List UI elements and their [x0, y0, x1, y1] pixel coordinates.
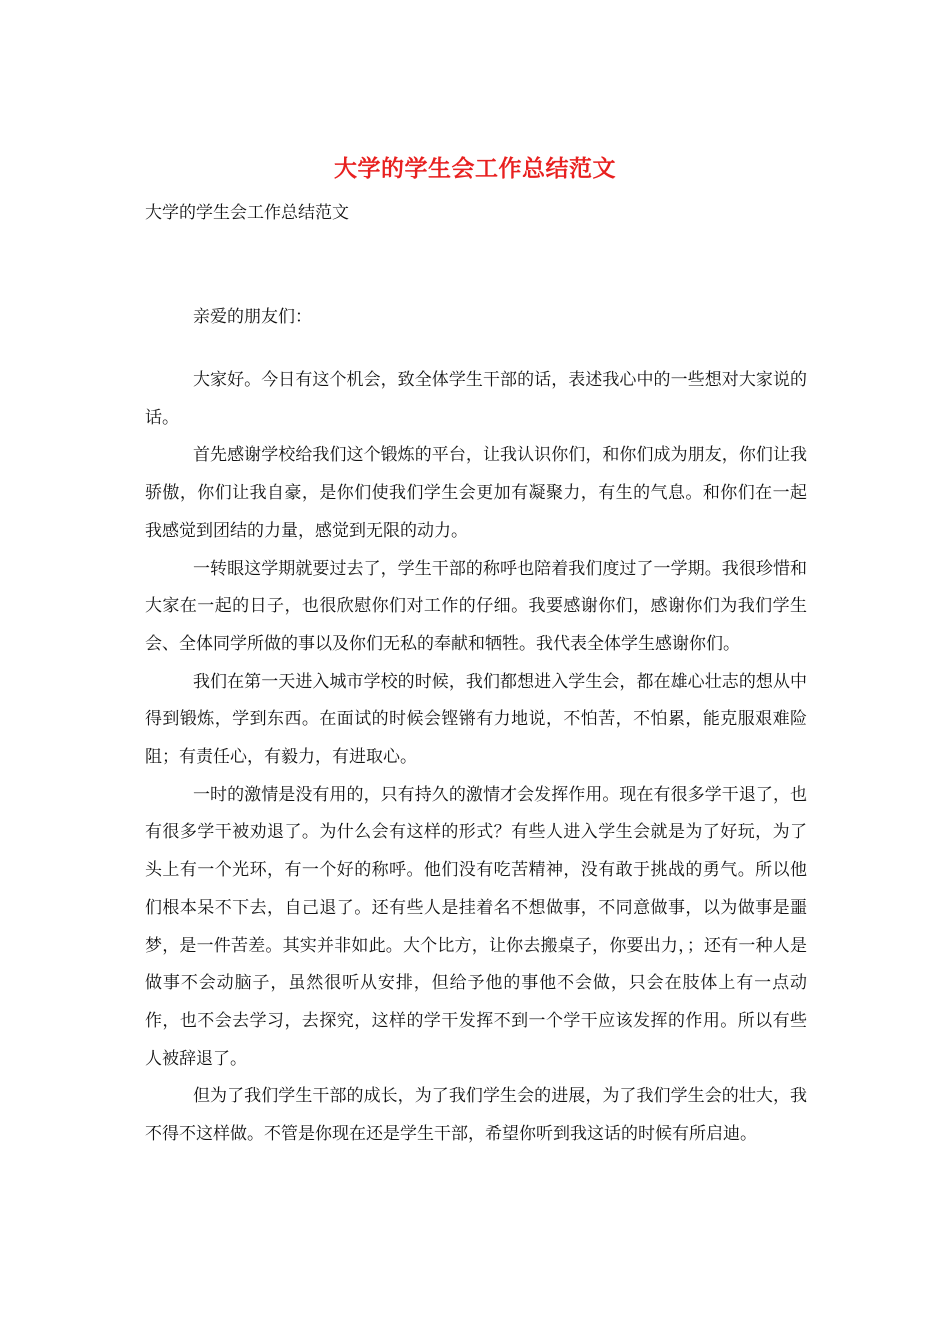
paragraph-6: 但为了我们学生干部的成长，为了我们学生会的进展，为了我们学生会的壮大，我不得不这样做。不管是你现在还是学生干部，希望你听到我这话的时候有所启迪。: [145, 1086, 807, 1145]
document-title: 大学的学生会工作总结范文: [334, 155, 616, 182]
paragraph-4: 我们在第一天进入城市学校的时候，我们都想进入学生会，都在雄心壮志的想从中得到锻炼，学到东西。在面试的时候会铿锵有力地说，不怕苦，不怕累，能克服艰难险阻；有责任心，有毅力，有进取心。: [145, 671, 807, 768]
paragraph-2: 首先感谢学校给我们这个锻炼的平台，让我认识你们，和你们成为朋友，你们让我骄傲，你们让我自豪，是你们使我们学生会更加有凝聚力，有生的气息。和你们在一起我感觉到团结的力量，感觉到无限的动力。: [145, 445, 807, 541]
body-text: [145, 362, 807, 1154]
paragraph-1: 大家好。今日有这个机会，致全体学生干部的话，表述我心中的一些想对大家说的话。: [145, 370, 807, 428]
paragraph-3: 一转眼这学期就要过去了，学生干部的称呼也陪着我们度过了一学期。我很珍惜和大家在一起的日子，也很欣慰你们对工作的仔细。我要感谢你们，感谢你们为我们学生会、全体同学所做的事以及你们无私的奉献和牺牲。我代表全体学生感谢你们。: [145, 558, 807, 654]
paragraph-5: 一时的激情是没有用的，只有持久的激情才会发挥作用。现在有很多学干退了，也有很多学干被劝退了。为什么会有这样的形式？有些人进入学生会就是为了好玩，为了头上有一个光环，有一个好的称呼。他们没有吃苦精神，没有敢于挑战的勇气。所以他们根本呆不下去，自己退了。还有些人是挂着名不想做事，不同意做事，以为做事是噩梦，是一件苦差。其实并非如此。大个比方，让你去搬桌子，你要出力，；还有一种人是做事不会动脑子，虽然很听从安排，但给予他的事他不会做，只会在肢体上有一点动作，也不会去学习，去探究，这样的学干发挥不到一个学干应该发挥的作用。所以有些人被辞退了。: [145, 784, 807, 1069]
greeting: 亲爱的朋友们：: [193, 307, 312, 327]
document-subtitle: 大学的学生会工作总结范文: [145, 203, 349, 223]
